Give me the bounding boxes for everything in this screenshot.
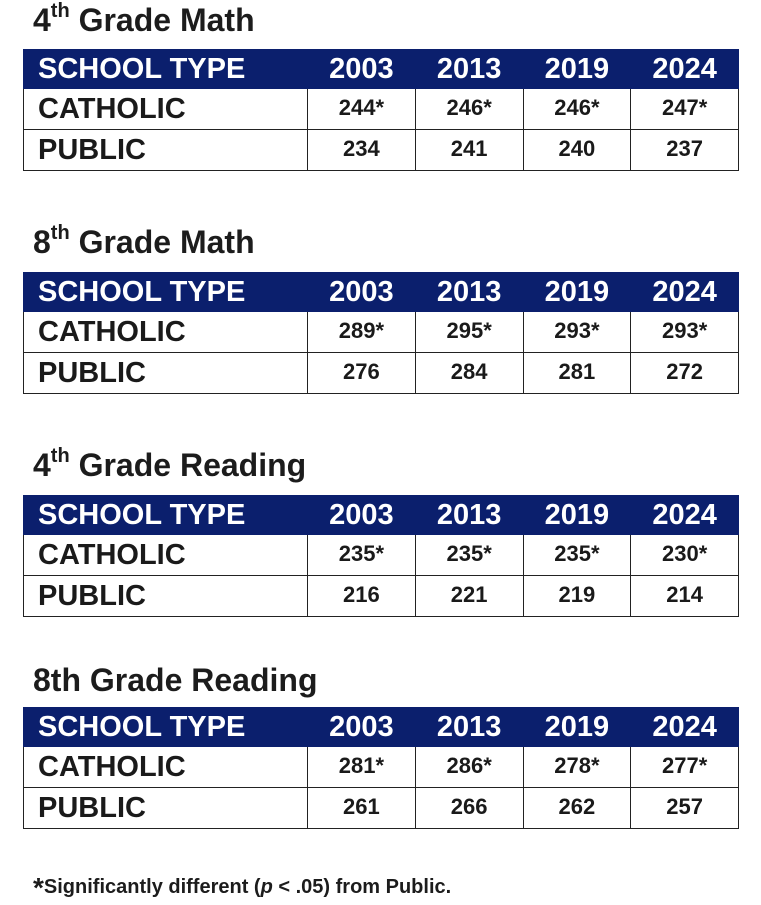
score-cell: 284 <box>415 353 523 394</box>
score-cell: 230* <box>631 535 739 576</box>
header-year: 2019 <box>523 273 631 312</box>
header-year: 2024 <box>631 50 739 89</box>
row-label: PUBLIC <box>24 788 308 829</box>
header-school-type: SCHOOL TYPE <box>24 708 308 747</box>
score-cell: 293* <box>631 312 739 353</box>
title-rest: Grade Math <box>69 2 255 38</box>
scores-table <box>23 49 739 171</box>
header-year: 2013 <box>415 496 523 535</box>
title-rest: Grade Reading <box>69 447 307 483</box>
header-year: 2024 <box>631 708 739 747</box>
score-cell: 216 <box>308 576 416 617</box>
score-cell: 289* <box>308 312 416 353</box>
score-cell: 237 <box>631 130 739 171</box>
score-cell: 281 <box>523 353 631 394</box>
score-cell: 247* <box>631 89 739 130</box>
title-prefix: 4 <box>33 2 51 38</box>
title-prefix: 4 <box>33 447 51 483</box>
header-row <box>24 708 739 747</box>
score-cell: 235* <box>308 535 416 576</box>
title-prefix: 8th Grade Reading <box>33 662 318 698</box>
row-label: CATHOLIC <box>24 89 308 130</box>
row-label: CATHOLIC <box>24 312 308 353</box>
score-cell: 219 <box>523 576 631 617</box>
header-year: 2003 <box>308 50 416 89</box>
row-label: PUBLIC <box>24 353 308 394</box>
header-row <box>24 50 739 89</box>
score-cell: 257 <box>631 788 739 829</box>
row-label: PUBLIC <box>24 130 308 171</box>
title-sup: th <box>50 445 70 468</box>
header-row <box>24 273 739 312</box>
score-cell: 293* <box>523 312 631 353</box>
score-cell: 281* <box>308 747 416 788</box>
header-year: 2019 <box>523 496 631 535</box>
score-cell: 286* <box>415 747 523 788</box>
header-school-type: SCHOOL TYPE <box>24 50 308 89</box>
score-cell: 272 <box>631 353 739 394</box>
score-cell: 278* <box>523 747 631 788</box>
header-year: 2024 <box>631 273 739 312</box>
header-school-type: SCHOOL TYPE <box>24 273 308 312</box>
score-cell: 235* <box>415 535 523 576</box>
title-sup: th <box>50 0 70 23</box>
score-cell: 234 <box>308 130 416 171</box>
score-cell: 295* <box>415 312 523 353</box>
section-title <box>33 662 318 698</box>
scores-table <box>23 272 739 394</box>
score-cell: 246* <box>415 89 523 130</box>
footnote-text-after: < .05) from Public. <box>272 876 452 898</box>
score-cell: 214 <box>631 576 739 617</box>
score-cell: 276 <box>308 353 416 394</box>
title-rest: Grade Math <box>69 224 255 260</box>
table-row-catholic <box>24 535 739 576</box>
table-row-catholic <box>24 747 739 788</box>
header-row <box>24 496 739 535</box>
header-year: 2019 <box>523 708 631 747</box>
score-cell: 221 <box>415 576 523 617</box>
header-school-type: SCHOOL TYPE <box>24 496 308 535</box>
header-year: 2013 <box>415 273 523 312</box>
row-label: PUBLIC <box>24 576 308 617</box>
table-row-public <box>24 353 739 394</box>
section-title <box>33 224 255 260</box>
header-year: 2003 <box>308 496 416 535</box>
footnote <box>33 872 451 904</box>
score-cell: 266 <box>415 788 523 829</box>
header-year: 2013 <box>415 708 523 747</box>
score-cell: 240 <box>523 130 631 171</box>
score-cell: 262 <box>523 788 631 829</box>
title-prefix: 8 <box>33 224 51 260</box>
header-year: 2019 <box>523 50 631 89</box>
scores-table <box>23 707 739 829</box>
row-label: CATHOLIC <box>24 747 308 788</box>
section-title <box>33 447 306 483</box>
footnote-star: * <box>33 872 44 903</box>
table-row-public <box>24 788 739 829</box>
score-cell: 244* <box>308 89 416 130</box>
score-cell: 235* <box>523 535 631 576</box>
score-cell: 246* <box>523 89 631 130</box>
score-cell: 277* <box>631 747 739 788</box>
header-year: 2024 <box>631 496 739 535</box>
table-row-catholic <box>24 312 739 353</box>
table-row-public <box>24 130 739 171</box>
header-year: 2003 <box>308 708 416 747</box>
footnote-p: p <box>260 876 273 898</box>
table-row-catholic <box>24 89 739 130</box>
section-title <box>33 2 255 38</box>
score-cell: 241 <box>415 130 523 171</box>
title-sup: th <box>50 222 70 245</box>
header-year: 2003 <box>308 273 416 312</box>
footnote-text-before: Significantly different ( <box>43 876 261 898</box>
row-label: CATHOLIC <box>24 535 308 576</box>
header-year: 2013 <box>415 50 523 89</box>
table-row-public <box>24 576 739 617</box>
scores-table <box>23 495 739 617</box>
score-cell: 261 <box>308 788 416 829</box>
